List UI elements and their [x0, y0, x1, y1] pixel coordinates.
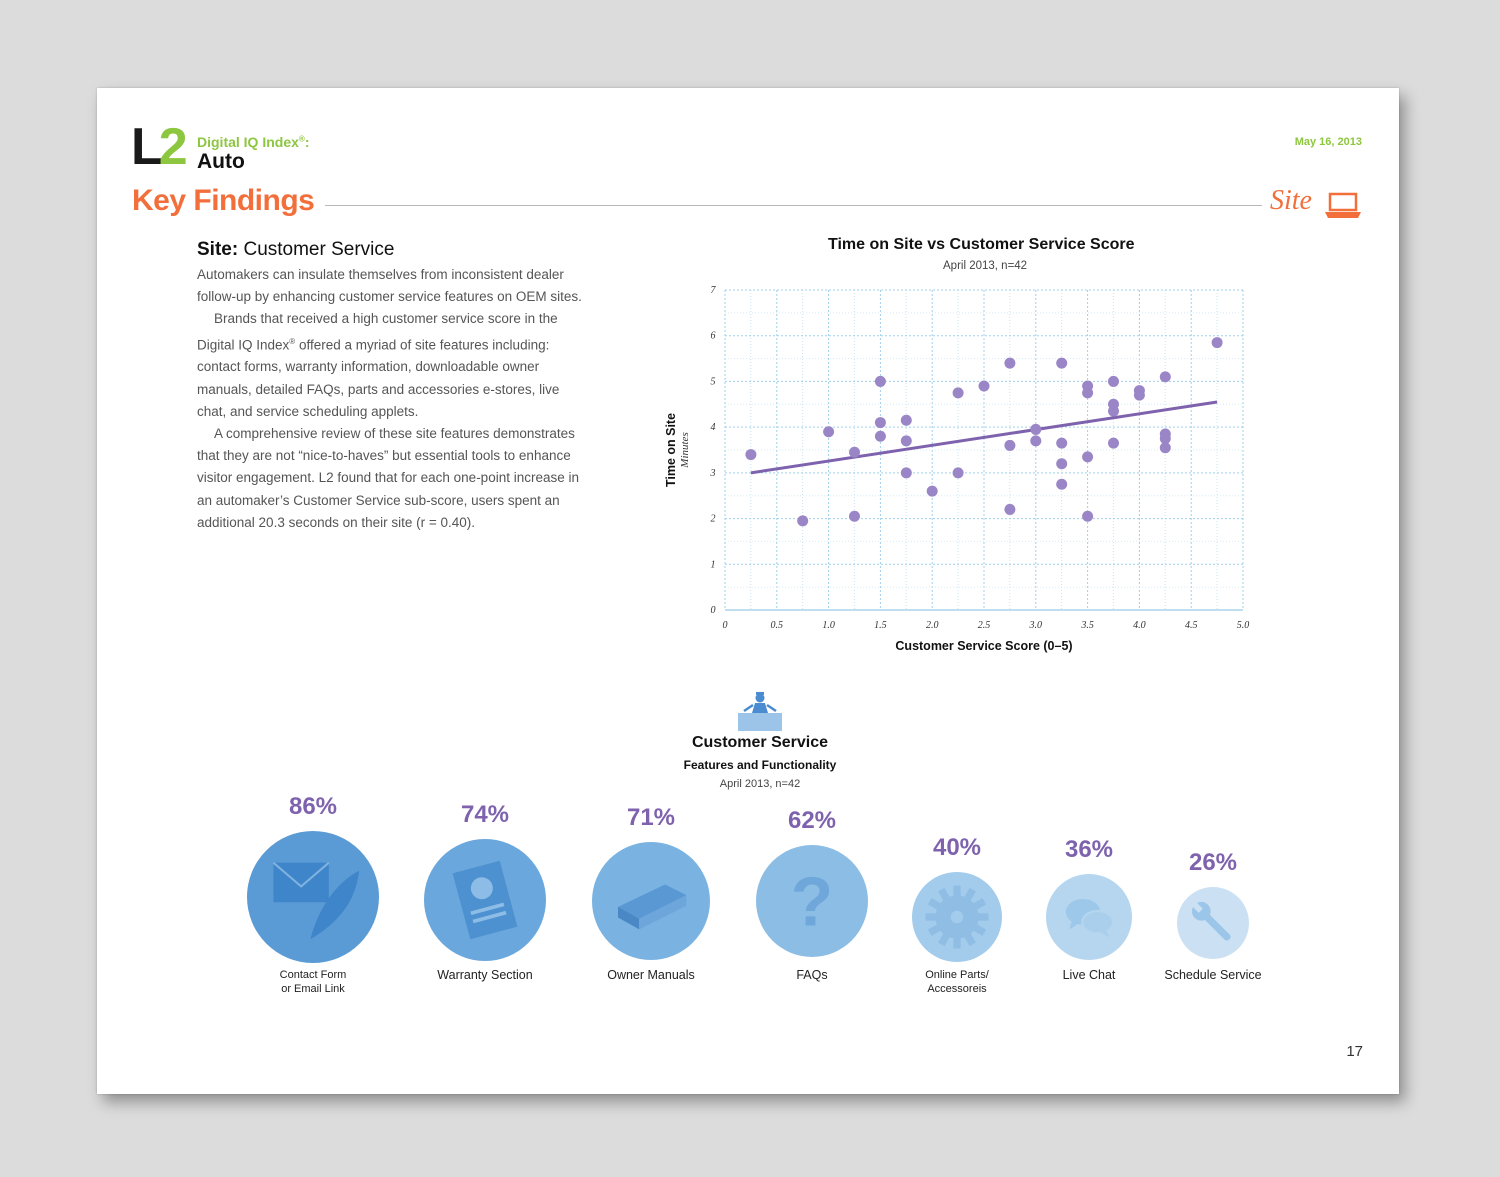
page-number: 17 [1346, 1043, 1363, 1060]
data-point [953, 387, 964, 398]
report-page [97, 88, 1399, 1094]
features-subtitle: Features and Functionality [683, 758, 837, 772]
data-point [1108, 406, 1119, 417]
data-point [1056, 479, 1067, 490]
feature-circle [592, 842, 710, 960]
data-point [901, 415, 912, 426]
y-tick-label: 5 [710, 376, 716, 388]
concierge-icon [738, 691, 782, 731]
x-tick-label: 3.0 [1029, 620, 1043, 631]
y-tick-label: 3 [710, 467, 716, 479]
wrench-icon [1177, 887, 1249, 959]
feature-circle [247, 831, 379, 963]
feature-item [395, 801, 575, 982]
data-point [1004, 358, 1015, 369]
article-heading: Site: Customer Service [197, 239, 395, 260]
data-point [797, 515, 808, 526]
feature-label: Contact Form or Email Link [279, 969, 347, 995]
feature-circle [756, 845, 868, 957]
x-tick-label: 0 [722, 620, 728, 631]
y-tick-label: 7 [710, 285, 716, 296]
paragraph-2: Brands that received a high customer service score in the Digital IQ Index® offered a myriad of site features including: contact forms, warranty information, downloadable owner manuals, detailed FAQs, parts and accessories e-stores, live chat, and service scheduling applets. [197, 311, 560, 419]
chart-subtitle: April 2013, n=42 [943, 260, 1028, 272]
feature-circle [1046, 874, 1132, 960]
feature-percent: 74% [460, 801, 510, 828]
feature-item [223, 793, 403, 995]
data-point [1160, 371, 1171, 382]
x-tick-label: 4.0 [1133, 620, 1146, 631]
scatter-chart [657, 278, 1297, 658]
book-icon [592, 842, 710, 960]
y-tick-label: 0 [710, 605, 716, 616]
data-point [875, 417, 886, 428]
header-divider [325, 205, 1262, 206]
feature-percent: 36% [1064, 836, 1114, 863]
data-point [1108, 376, 1119, 387]
data-point [875, 376, 886, 387]
data-point [1082, 387, 1093, 398]
data-point [823, 426, 834, 437]
x-tick-label: 1.0 [822, 620, 835, 631]
y-axis-unit: Minutes [679, 432, 691, 468]
x-tick-label: 1.5 [874, 620, 887, 631]
certificate-icon [424, 839, 546, 961]
y-tick-label: 2 [710, 513, 716, 525]
data-point [927, 486, 938, 497]
data-point [901, 467, 912, 478]
x-tick-label: 5.0 [1236, 620, 1250, 631]
data-point [953, 467, 964, 478]
y-axis-label: Time on Site [664, 412, 678, 488]
section-title: Key Findings [132, 184, 315, 217]
data-point [979, 381, 990, 392]
data-point [849, 447, 860, 458]
data-point [1056, 358, 1067, 369]
feature-label: Warranty Section [437, 968, 533, 982]
data-point [745, 449, 756, 460]
y-tick-label: 6 [710, 330, 716, 342]
feature-percent: 40% [932, 834, 982, 861]
feature-percent: 62% [787, 807, 837, 834]
data-point [1056, 438, 1067, 449]
data-point [1004, 440, 1015, 451]
chat-bubbles-icon [1046, 874, 1132, 960]
article-body [197, 264, 589, 534]
feature-circle [912, 872, 1002, 962]
gear-icon [912, 872, 1002, 962]
feature-circle [1177, 887, 1249, 959]
y-tick-label: 4 [710, 422, 716, 434]
data-point [1160, 442, 1171, 453]
data-point [1030, 424, 1041, 435]
feature-label: Live Chat [1062, 968, 1116, 982]
feature-percent: 86% [288, 793, 338, 820]
x-tick-label: 2.5 [977, 620, 991, 631]
site-label: Site [1270, 185, 1312, 216]
brand-subtitle: Auto [197, 150, 245, 173]
features-date: April 2013, n=42 [719, 778, 801, 790]
feature-percent: 71% [626, 804, 676, 831]
x-axis-label: Customer Service Score (0–5) [895, 639, 1073, 653]
feature-item [1123, 849, 1303, 982]
paragraph-1: Automakers can insulate themselves from inconsistent dealer follow-up by enhancing customer service features on OEM sites. [197, 267, 582, 305]
data-point [1212, 337, 1223, 348]
x-tick-label: 0.5 [770, 620, 784, 631]
data-point [1108, 438, 1119, 449]
feature-label: FAQs [796, 968, 828, 982]
data-point [1134, 390, 1145, 401]
data-point [875, 431, 886, 442]
x-tick-label: 4.5 [1184, 620, 1198, 631]
data-point [1056, 458, 1067, 469]
y-tick-label: 1 [710, 559, 716, 571]
feature-label: Schedule Service [1164, 968, 1262, 982]
features-title: Customer Service [691, 734, 829, 751]
data-point [1082, 451, 1093, 462]
brand-title: Digital IQ Index®: [197, 134, 310, 150]
feature-percent: 26% [1188, 849, 1238, 876]
question-icon [756, 845, 868, 957]
laptop-icon [1325, 192, 1361, 218]
report-date: May 16, 2013 [1294, 136, 1362, 148]
feature-circle [424, 839, 546, 961]
feature-label: Online Parts/ Accessoreis [925, 969, 989, 995]
feature-label: Owner Manuals [607, 968, 695, 982]
x-tick-label: 3.5 [1081, 620, 1094, 631]
data-point [849, 511, 860, 522]
data-point [901, 435, 912, 446]
paragraph-3: A comprehensive review of these site features demonstrates that they are not “nice-to-haves” but essential tools to enhance visitor engagement. L2 found that for each one-point increase in an automaker’s Customer Service sub-score, users spent an additional 20.3 seconds on their site (r = 0.40). [197, 425, 579, 530]
data-point [1030, 435, 1041, 446]
data-point [1004, 504, 1015, 515]
l2-logo: L2 [131, 118, 184, 176]
data-point [1082, 511, 1093, 522]
feature-item [561, 804, 741, 982]
chart-title: Time on Site vs Customer Service Score [828, 236, 1135, 253]
svg-text:?: ? [790, 862, 834, 941]
x-tick-label: 2.0 [925, 620, 939, 631]
envelope-quill-icon [247, 831, 379, 963]
